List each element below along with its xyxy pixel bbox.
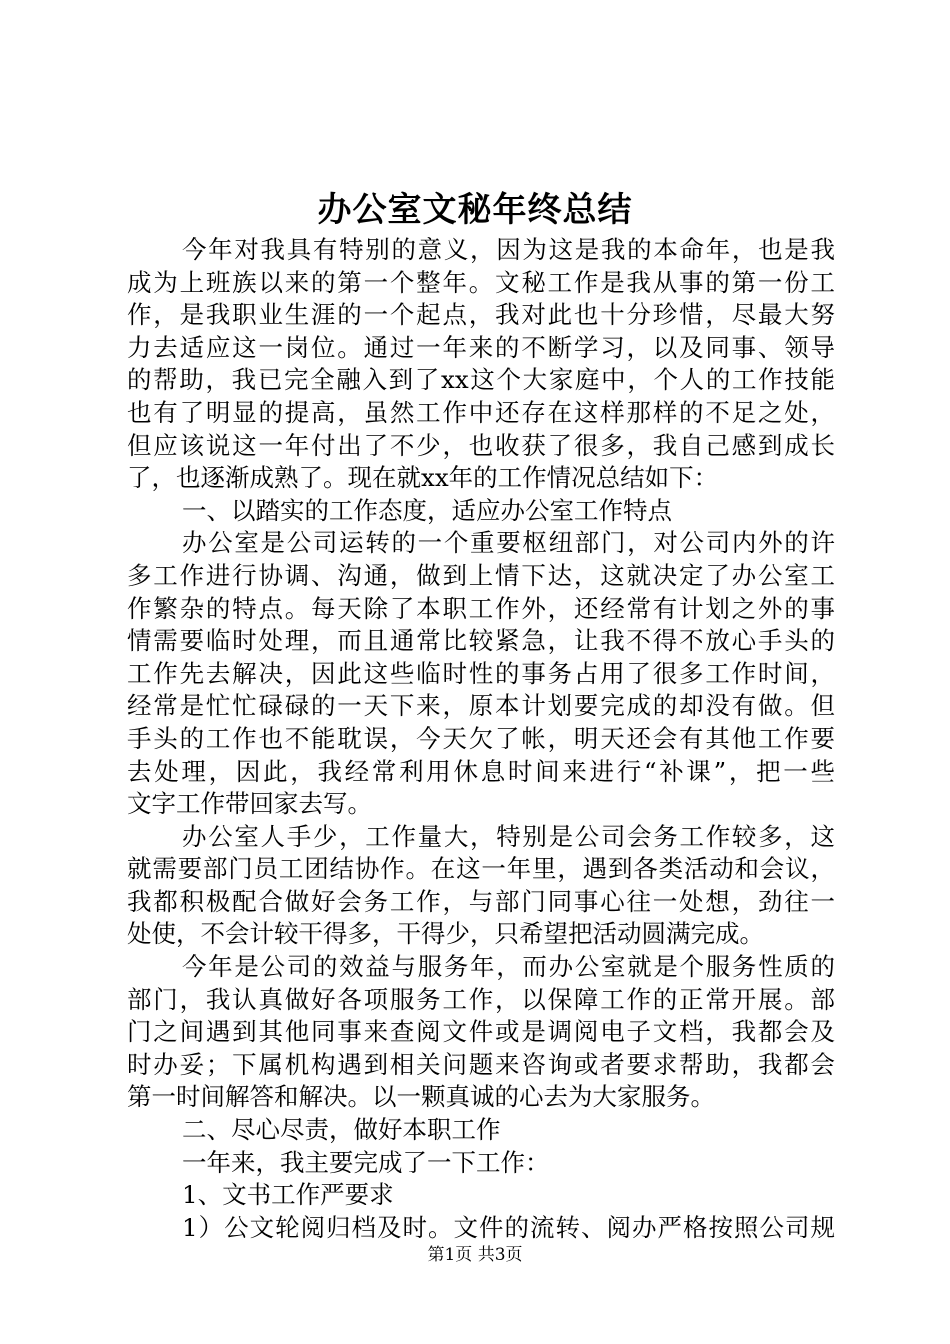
text-line: 但应该说这一年付出了不少，也收获了很多，我自己感到成长 bbox=[127, 430, 835, 460]
text-line: 文字工作带回家去写。 bbox=[127, 789, 372, 819]
document-body bbox=[127, 234, 835, 1244]
text-line: 经常是忙忙碌碌的一天下来，原本计划要完成的却没有做。但 bbox=[127, 691, 835, 721]
text-line: 多工作进行协调、沟通，做到上情下达，这就决定了办公室工 bbox=[127, 560, 835, 590]
text-line: 工作先去解决，因此这些临时性的事务占用了很多工作时间， bbox=[127, 658, 835, 688]
text-line: 情需要临时处理，而且通常比较紧急，让我不得不放心手头的 bbox=[127, 626, 835, 656]
text-line: 1、文书工作严要求 bbox=[182, 1180, 394, 1210]
text-line: 一年来，我主要完成了一下工作： bbox=[182, 1147, 550, 1177]
text-line: 力去适应这一岗位。通过一年来的不断学习，以及同事、领导 bbox=[127, 332, 835, 362]
text-line: 一、以踏实的工作态度，适应办公室工作特点 bbox=[182, 495, 672, 525]
text-line: 二、尽心尽责，做好本职工作 bbox=[182, 1115, 501, 1145]
text-line: 手头的工作也不能耽误，今天欠了帐，明天还会有其他工作要 bbox=[127, 723, 835, 753]
text-line: 作繁杂的特点。每天除了本职工作外，还经常有计划之外的事 bbox=[127, 593, 835, 623]
text-line: 的帮助，我已完全融入到了xx这个大家庭中，个人的工作技能 bbox=[127, 365, 835, 395]
document-title: 办公室文秘年终总结 bbox=[317, 190, 633, 230]
text-line: 成为上班族以来的第一个整年。文秘工作是我从事的第一份工 bbox=[127, 267, 835, 297]
text-line: 我都积极配合做好会务工作，与部门同事心往一处想，劲往一 bbox=[127, 886, 835, 916]
text-line: 今年是公司的效益与服务年，而办公室就是个服务性质的 bbox=[182, 952, 835, 982]
text-line: 去处理，因此，我经常利用休息时间来进行“补课”，把一些 bbox=[127, 756, 835, 786]
text-line: 1）公文轮阅归档及时。文件的流转、阅办严格按照公司规 bbox=[182, 1212, 835, 1242]
text-line: 第一时间解答和解决。以一颗真诚的心去为大家服务。 bbox=[127, 1082, 715, 1112]
text-line: 也有了明显的提高，虽然工作中还存在这样那样的不足之处， bbox=[127, 397, 835, 427]
text-line: 门之间遇到其他同事来查阅文件或是调阅电子文档，我都会及 bbox=[127, 1017, 835, 1047]
text-line: 办公室人手少，工作量大，特别是公司会务工作较多，这 bbox=[182, 821, 835, 851]
text-line: 时办妥；下属机构遇到相关问题来咨询或者要求帮助，我都会 bbox=[127, 1049, 835, 1079]
text-line: 就需要部门员工团结协作。在这一年里，遇到各类活动和会议， bbox=[127, 854, 835, 884]
text-line: 作，是我职业生涯的一个起点，我对此也十分珍惜，尽最大努 bbox=[127, 300, 835, 330]
text-line: 部门，我认真做好各项服务工作，以保障工作的正常开展。部 bbox=[127, 984, 835, 1014]
page-footer: 第1页 共3页 bbox=[427, 1245, 523, 1265]
text-line: 处使，不会计较干得多，干得少，只希望把活动圆满完成。 bbox=[127, 919, 764, 949]
text-line: 了，也逐渐成熟了。现在就xx年的工作情况总结如下： bbox=[127, 463, 719, 493]
text-line: 今年对我具有特别的意义，因为这是我的本命年，也是我 bbox=[182, 235, 835, 264]
text-line: 办公室是公司运转的一个重要枢纽部门，对公司内外的许 bbox=[182, 528, 835, 558]
